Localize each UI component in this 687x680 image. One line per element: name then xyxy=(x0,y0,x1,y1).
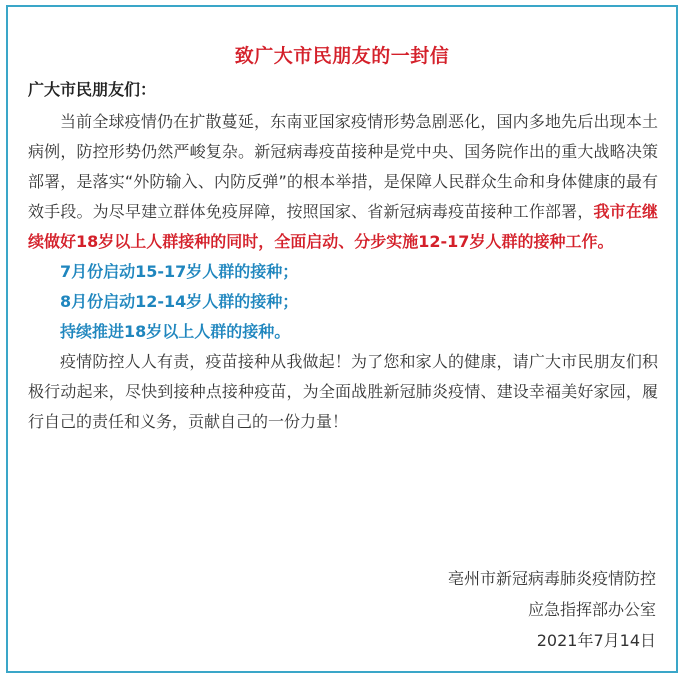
paragraph-intro-emphasis: 我市在继续做好18岁以上人群接种的同时，全面启动、分步实施12-17岁人群的接种工作。 xyxy=(28,202,658,251)
signature-office: 应急指挥部办公室 xyxy=(527,600,656,619)
signature-organization: 亳州市新冠病毒肺炎疫情防控 xyxy=(447,569,656,588)
paragraph-intro xyxy=(28,107,658,257)
schedule-item: 8月份启动12-14岁人群的接种； xyxy=(60,292,299,311)
salutation: 广大市民朋友们： xyxy=(28,80,157,99)
schedule-item: 7月份启动15-17岁人群的接种； xyxy=(60,262,299,281)
letter-frame xyxy=(6,5,678,673)
letter-title: 致广大市民朋友的一封信 xyxy=(234,45,450,67)
schedule-item: 持续推进18岁以上人群的接种。 xyxy=(60,322,291,341)
signature-block xyxy=(448,563,656,656)
letter-body xyxy=(28,107,658,437)
signature-date: 2021年7月14日 xyxy=(536,631,656,650)
paragraph-closing: 疫情防控人人有责，疫苗接种从我做起！为了您和家人的健康，请广大市民朋友们积极行动起来，尽快到接种点接种疫苗，为全面战胜新冠肺炎疫情、建设幸福美好家园，履行自己的责任和义务，贡献自己的一份力量！ xyxy=(28,352,658,431)
paragraph-intro-text: 当前全球疫情仍在扩散蔓延，东南亚国家疫情形势急剧恶化，国内多地先后出现本土病例，防控形势仍然严峻复杂。新冠病毒疫苗接种是党中央、国务院作出的重大战略决策部署，是落实“外防输入、内防反弹”的根本举措，是保障人民群众生命和身体健康的最有效手段。为尽早建立群体免疫屏障，按照国家、省新冠病毒疫苗接种工作部署， xyxy=(28,112,658,221)
